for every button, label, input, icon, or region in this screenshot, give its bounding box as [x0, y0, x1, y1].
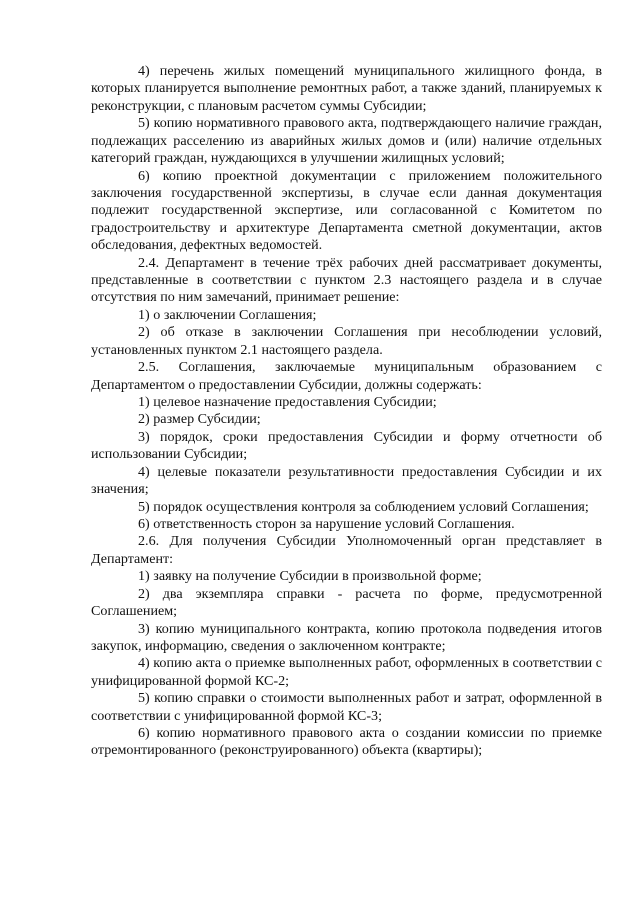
- submission-item-6: 6) копию нормативного правового акта о создании комиссии по приемке отремонтированного (реконструированного) объекта (квартиры);: [91, 725, 602, 759]
- paragraph-5-legal-act-resettlement: 5) копию нормативного правового акта, подтверждающего наличие граждан, подлежащих расселению из аварийных жилых домов и (или) наличие отдельных категорий граждан, нуждающихся в улучшении жилищных условий;: [91, 115, 602, 167]
- paragraph-2-5-agreements: 2.5. Соглашения, заключаемые муниципальным образованием с Департаментом о предоставлении Субсидии, должны содержать:: [91, 359, 602, 393]
- agreement-item-4: 4) целевые показатели результативности предоставления Субсидии и их значения;: [91, 463, 602, 498]
- decision-item-1: 1) о заключении Соглашения;: [138, 306, 317, 323]
- agreement-item-6: 6) ответственность сторон за нарушение условий Соглашения.: [138, 515, 515, 532]
- paragraph-2-6-submission: 2.6. Для получения Субсидии Уполномоченный орган представляет в Департамент:: [91, 533, 602, 567]
- agreement-item-5: 5) порядок осуществления контроля за соблюдением условий Соглашения;: [138, 498, 589, 515]
- decision-item-2: 2) об отказе в заключении Соглашения при несоблюдении условий, установленных пунктом 2.1 настоящего раздела.: [91, 324, 602, 358]
- agreement-item-2: 2) размер Субсидии;: [138, 411, 261, 428]
- document-body: [91, 63, 602, 760]
- paragraph-6-project-documentation: 6) копию проектной документации с приложением положительного заключения государственной экспертизы, в случае если данная документация подлежит государственной экспертизе, или согласованной с Комитетом по градостроительству и архитектуре Департамента сметной документации, актов обследования, дефектных ведомостей.: [91, 167, 602, 254]
- agreement-item-3: 3) порядок, сроки предоставления Субсидии и форму отчетности об использовании Субсидии;: [91, 428, 602, 463]
- submission-item-4: 4) копию акта о приемке выполненных работ, оформленных в соответствии с унифицированной формой КС-2;: [91, 655, 602, 689]
- submission-item-5: 5) копию справки о стоимости выполненных работ и затрат, оформленной в соответствии с унифицированной формой КС-3;: [91, 690, 602, 724]
- submission-item-1: 1) заявку на получение Субсидии в произвольной форме;: [138, 568, 482, 585]
- submission-item-3: 3) копию муниципального контракта, копию протокола подведения итогов закупок, информацию, сведения о заключенном контракте;: [91, 620, 602, 654]
- paragraph-2-4-review: 2.4. Департамент в течение трёх рабочих дней рассматривает документы, представленные в соответствии с пунктом 2.3 настоящего раздела и в случае отсутствия по ним замечаний, принимает решение:: [91, 254, 602, 306]
- agreement-item-1: 1) целевое назначение предоставления Субсидии;: [138, 394, 437, 411]
- submission-item-2: 2) два экземпляра справки - расчета по форме, предусмотренной Соглашением;: [91, 585, 602, 620]
- paragraph-4-list-housing: 4) перечень жилых помещений муниципального жилищного фонда, в которых планируется выполнение ремонтных работ, а также зданий, планируемых к реконструкции, с плановым расчетом суммы Субсидии;: [91, 63, 602, 114]
